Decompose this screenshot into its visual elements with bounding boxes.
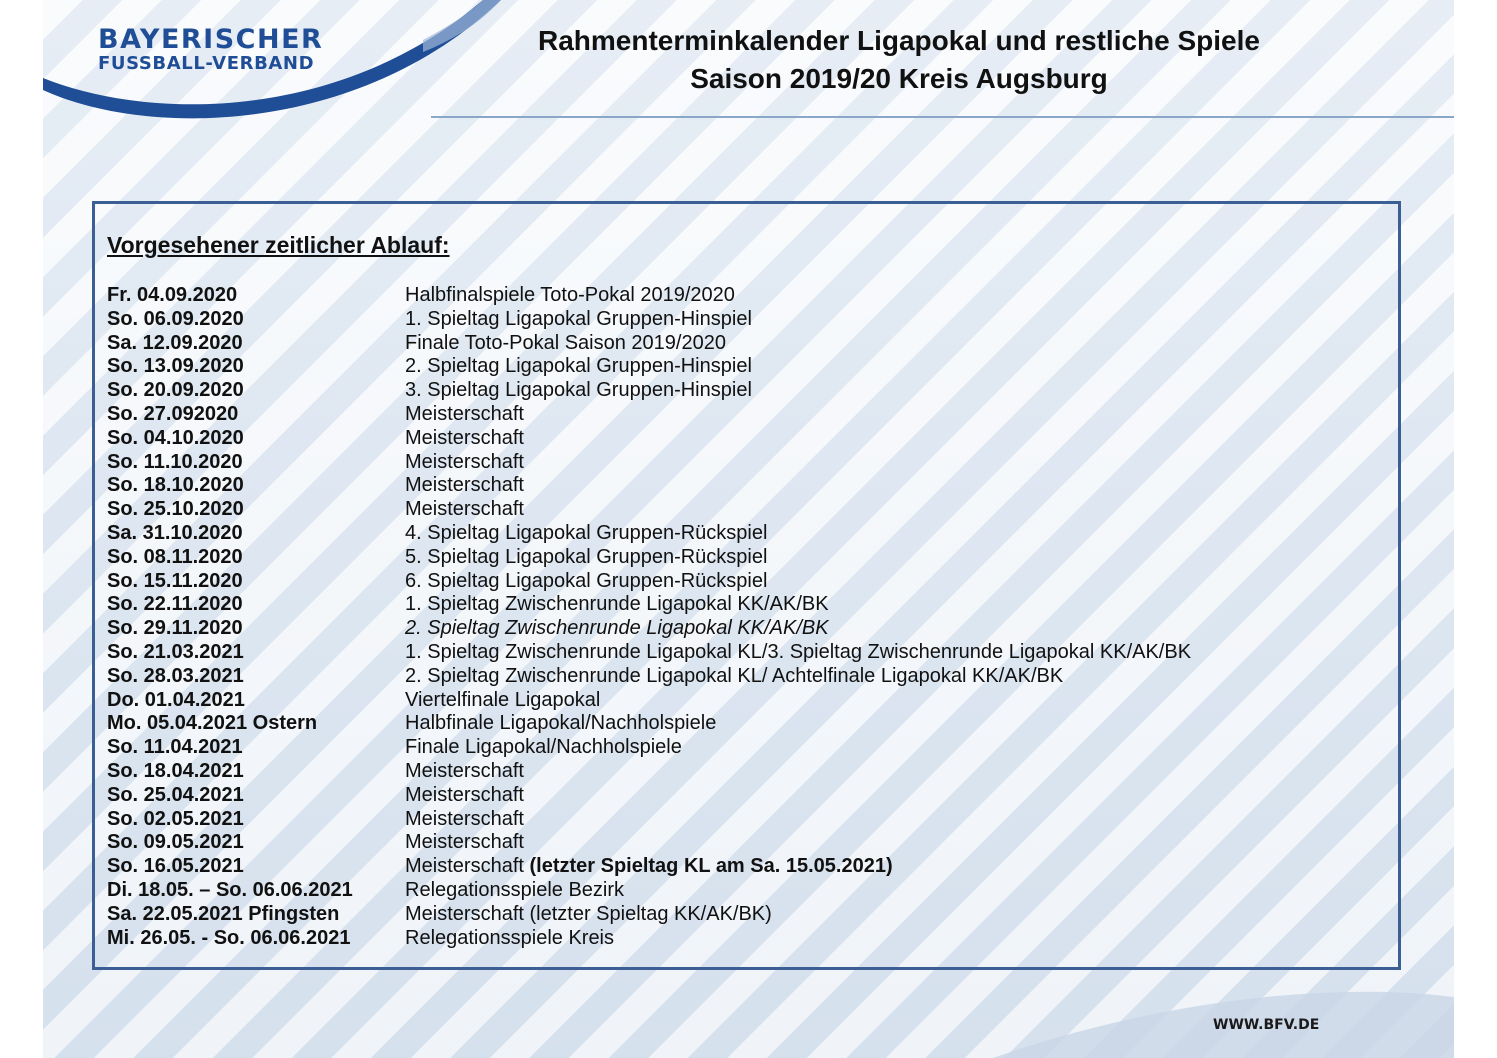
schedule-row bbox=[107, 760, 1388, 784]
logo bbox=[98, 26, 323, 73]
schedule-event bbox=[405, 760, 524, 784]
schedule-row bbox=[107, 855, 1388, 879]
schedule-event bbox=[405, 808, 524, 832]
schedule-date: So. 11.04.2021 bbox=[107, 736, 243, 759]
schedule-row bbox=[107, 593, 1388, 617]
schedule-event bbox=[405, 284, 735, 308]
schedule-event bbox=[405, 332, 726, 356]
schedule-event bbox=[405, 879, 624, 903]
schedule-row bbox=[107, 570, 1388, 594]
schedule-row bbox=[107, 403, 1388, 427]
schedule-date: So. 21.03.2021 bbox=[107, 640, 244, 663]
schedule-date: Sa. 22.05.2021 Pfingsten bbox=[107, 902, 340, 925]
schedule-event bbox=[405, 355, 752, 379]
schedule-date: So. 04.10.2020 bbox=[107, 426, 244, 449]
schedule-row bbox=[107, 522, 1388, 546]
schedule-event-text: 1. Spieltag Zwischenrunde Ligapokal KL/3. Spieltag Zwischenrunde Ligapokal KK/AK/BK bbox=[405, 640, 1192, 663]
schedule-event-text: 6. Spieltag Ligapokal Gruppen-Rückspiel bbox=[405, 569, 768, 592]
page-title bbox=[343, 22, 1454, 98]
schedule-event-text: Relegationsspiele Kreis bbox=[405, 926, 615, 949]
schedule-event-text: Halbfinale Ligapokal/Nachholspiele bbox=[405, 712, 717, 735]
schedule-event-text: Halbfinalspiele Toto-Pokal 2019/2020 bbox=[405, 284, 735, 306]
schedule-date: So. 27.092020 bbox=[107, 402, 239, 425]
schedule-event-text: Viertelfinale Ligapokal bbox=[405, 688, 601, 711]
schedule-event-text: 1. Spieltag Ligapokal Gruppen-Hinspiel bbox=[405, 307, 752, 330]
schedule-event-text: 3. Spieltag Ligapokal Gruppen-Hinspiel bbox=[405, 379, 752, 402]
schedule-event-text: Meisterschaft (letzter Spieltag KK/AK/BK) bbox=[405, 902, 772, 925]
schedule-event bbox=[405, 522, 767, 546]
schedule-date: So. 08.11.2020 bbox=[107, 545, 243, 568]
logo-line2: FUSSBALL-VERBAND bbox=[98, 53, 315, 74]
schedule-event-text: Meisterschaft bbox=[405, 783, 524, 806]
schedule-event bbox=[405, 712, 716, 736]
schedule-event-text: 1. Spieltag Zwischenrunde Ligapokal KK/AK/BK bbox=[405, 593, 829, 616]
schedule-row bbox=[107, 927, 1388, 951]
schedule-date: So. 18.04.2021 bbox=[107, 759, 244, 782]
schedule-event-text: Meisterschaft bbox=[405, 807, 524, 830]
title-line1: Rahmenterminkalender Ligapokal und restliche Spiele bbox=[538, 25, 1260, 56]
schedule-event bbox=[405, 689, 600, 713]
schedule-date: So. 25.04.2021 bbox=[107, 783, 244, 806]
schedule-row bbox=[107, 355, 1388, 379]
schedule-row bbox=[107, 617, 1388, 641]
schedule-event bbox=[405, 927, 614, 951]
schedule-date: So. 29.11.2020 bbox=[107, 617, 243, 640]
schedule-row bbox=[107, 332, 1388, 356]
schedule-event bbox=[405, 498, 524, 522]
footer-url[interactable]: WWW.BFV.DE bbox=[1213, 1017, 1320, 1033]
schedule-event-text: Meisterschaft bbox=[405, 498, 524, 521]
schedule-row bbox=[107, 474, 1388, 498]
schedule-box bbox=[92, 201, 1401, 970]
schedule-event bbox=[405, 570, 767, 594]
schedule-event-text: Meisterschaft bbox=[405, 426, 524, 449]
schedule-event bbox=[405, 855, 893, 879]
schedule-event-text: 5. Spieltag Ligapokal Gruppen-Rückspiel bbox=[405, 545, 768, 568]
section-heading: Vorgesehener zeitlicher Ablauf: bbox=[107, 232, 450, 258]
schedule-row bbox=[107, 546, 1388, 570]
schedule-date: Di. 18.05. – So. 06.06.2021 bbox=[107, 878, 353, 901]
schedule-row bbox=[107, 498, 1388, 522]
schedule-event-text: Meisterschaft bbox=[405, 450, 524, 473]
schedule-date: So. 22.11.2020 bbox=[107, 593, 243, 616]
schedule-event-text: Meisterschaft bbox=[405, 855, 530, 878]
schedule-date: So. 13.09.2020 bbox=[107, 355, 244, 378]
schedule-row bbox=[107, 427, 1388, 451]
schedule-event bbox=[405, 379, 752, 403]
header-rule bbox=[431, 116, 1454, 118]
schedule-event bbox=[405, 474, 524, 498]
schedule-row bbox=[107, 736, 1388, 760]
schedule-row bbox=[107, 712, 1388, 736]
schedule-event-note: (letzter Spieltag KL am Sa. 15.05.2021) bbox=[529, 855, 893, 878]
schedule-row bbox=[107, 879, 1388, 903]
schedule-date: Sa. 31.10.2020 bbox=[107, 521, 243, 544]
schedule-event bbox=[405, 617, 829, 641]
schedule-event bbox=[405, 831, 524, 855]
schedule-row bbox=[107, 379, 1388, 403]
schedule-event-text: 2. Spieltag Zwischenrunde Ligapokal KL/ Achtelfinale Ligapokal KK/AK/BK bbox=[405, 664, 1064, 687]
schedule-event bbox=[405, 593, 829, 617]
schedule-event-text: 2. Spieltag Ligapokal Gruppen-Hinspiel bbox=[405, 355, 752, 378]
schedule-event bbox=[405, 308, 752, 332]
schedule-event bbox=[405, 736, 682, 760]
schedule-row bbox=[107, 903, 1388, 927]
schedule-event-text: Relegationsspiele Bezirk bbox=[405, 878, 625, 901]
schedule-event-text: Finale Toto-Pokal Saison 2019/2020 bbox=[405, 331, 726, 354]
schedule-date: Mi. 26.05. - So. 06.06.2021 bbox=[107, 926, 351, 949]
schedule-event-text: Meisterschaft bbox=[405, 474, 524, 497]
logo-line1: BAYERISCHER bbox=[98, 24, 324, 55]
schedule-date: So. 09.05.2021 bbox=[107, 831, 244, 854]
schedule-event-text: Finale Ligapokal/Nachholspiele bbox=[405, 736, 682, 759]
schedule-row bbox=[107, 689, 1388, 713]
schedule-date: So. 11.10.2020 bbox=[107, 450, 243, 473]
schedule-row bbox=[107, 665, 1388, 689]
schedule-event-text: Meisterschaft bbox=[405, 759, 524, 782]
schedule-row bbox=[107, 808, 1388, 832]
schedule-date: So. 16.05.2021 bbox=[107, 855, 244, 878]
schedule-event-text: 4. Spieltag Ligapokal Gruppen-Rückspiel bbox=[405, 521, 768, 544]
schedule-date: So. 28.03.2021 bbox=[107, 664, 244, 687]
schedule-row bbox=[107, 641, 1388, 665]
schedule-row bbox=[107, 451, 1388, 475]
schedule-date: So. 02.05.2021 bbox=[107, 807, 244, 830]
schedule-event-text: Meisterschaft bbox=[405, 402, 524, 425]
schedule-event bbox=[405, 903, 772, 927]
schedule-event bbox=[405, 451, 524, 475]
schedule-date: Do. 01.04.2021 bbox=[107, 688, 245, 711]
schedule-list bbox=[107, 284, 1388, 950]
schedule-event bbox=[405, 665, 1063, 689]
schedule-row bbox=[107, 284, 1388, 308]
schedule-date: Fr. 04.09.2020 bbox=[107, 284, 238, 306]
schedule-event bbox=[405, 546, 767, 570]
schedule-event-italic: 2. Spieltag Zwischenrunde Ligapokal KK/AK/BK bbox=[405, 617, 829, 640]
schedule-date: So. 06.09.2020 bbox=[107, 307, 244, 330]
schedule-event-text: Meisterschaft bbox=[405, 831, 524, 854]
schedule-row bbox=[107, 831, 1388, 855]
schedule-event bbox=[405, 641, 1191, 665]
schedule-event bbox=[405, 427, 524, 451]
schedule-row bbox=[107, 784, 1388, 808]
schedule-date: Mo. 05.04.2021 Ostern bbox=[107, 712, 318, 735]
page bbox=[43, 0, 1454, 1058]
schedule-date: So. 15.11.2020 bbox=[107, 569, 243, 592]
schedule-row bbox=[107, 308, 1388, 332]
schedule-date: So. 18.10.2020 bbox=[107, 474, 244, 497]
schedule-date: So. 25.10.2020 bbox=[107, 498, 244, 521]
title-line2: Saison 2019/20 Kreis Augsburg bbox=[690, 63, 1108, 94]
schedule-date: So. 20.09.2020 bbox=[107, 379, 244, 402]
schedule-event bbox=[405, 784, 524, 808]
schedule-event bbox=[405, 403, 524, 427]
schedule-date: Sa. 12.09.2020 bbox=[107, 331, 243, 354]
